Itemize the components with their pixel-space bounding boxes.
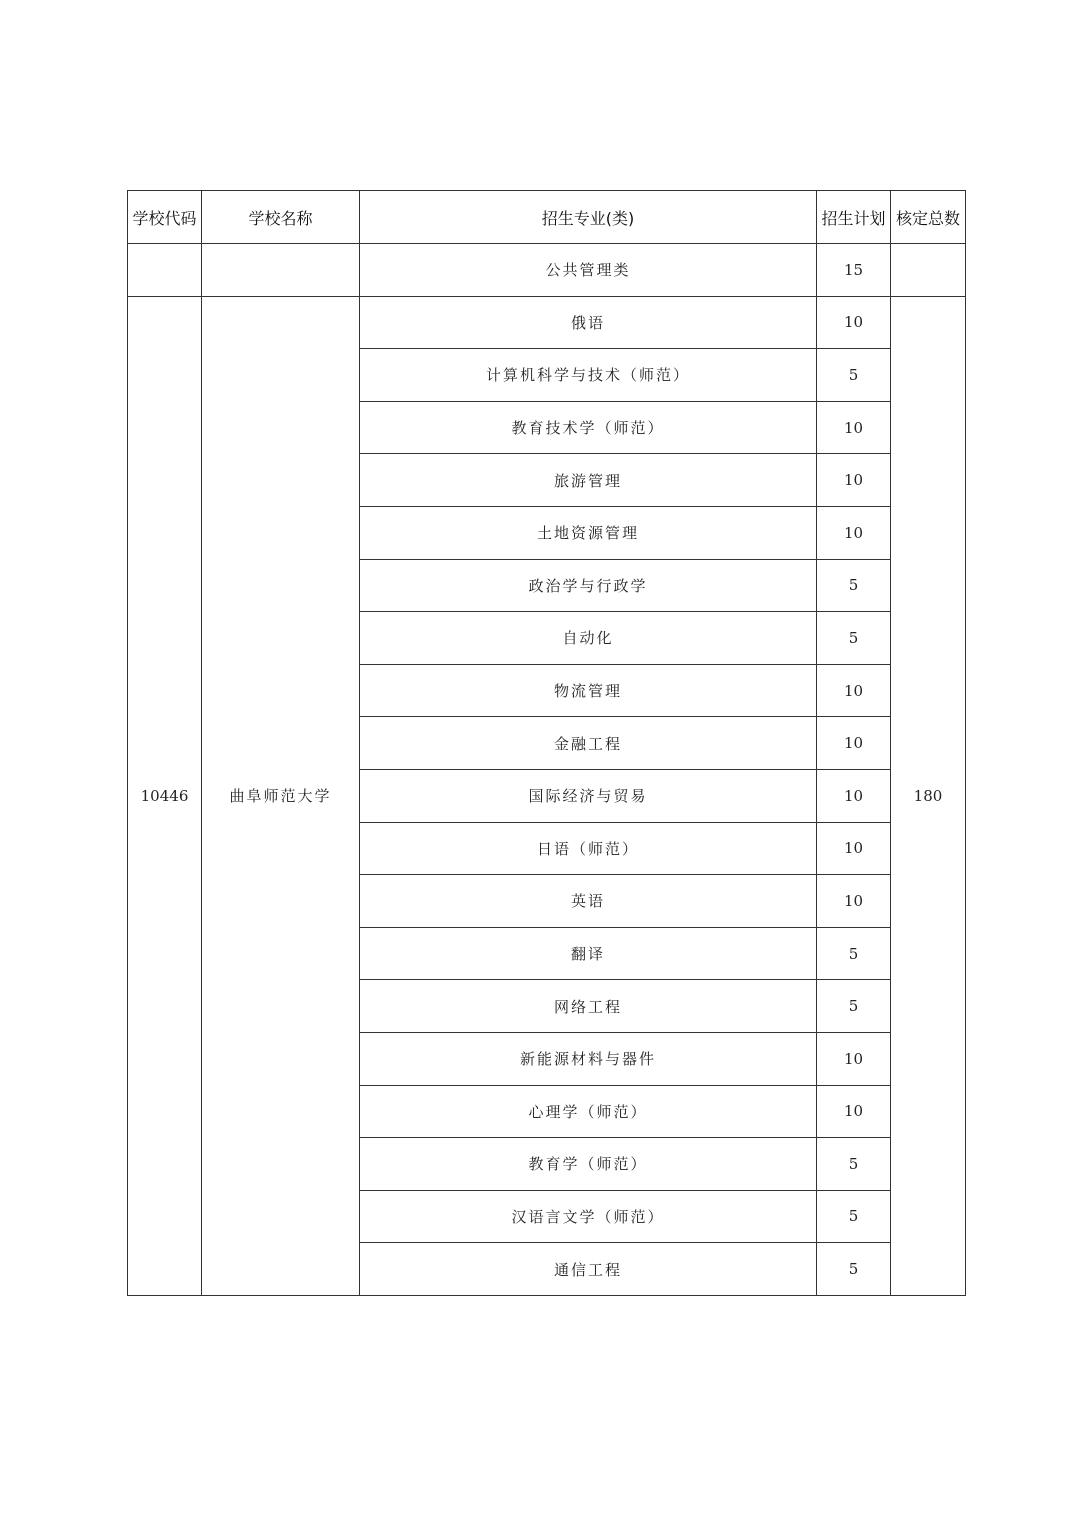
major-cell: 日语（师范） [360,822,817,875]
major-cell: 心理学（师范） [360,1085,817,1138]
header-row [128,191,966,244]
table-row [128,296,966,349]
plan-cell: 15 [817,244,891,297]
major-cell: 网络工程 [360,980,817,1033]
plan-cell: 5 [817,1243,891,1296]
plan-cell: 5 [817,612,891,665]
plan-cell: 10 [817,717,891,770]
header-total: 核定总数 [891,191,966,244]
major-cell: 政治学与行政学 [360,559,817,612]
plan-cell: 10 [817,1032,891,1085]
plan-cell: 5 [817,980,891,1033]
school-code-cell: 10446 [128,296,202,1295]
major-cell: 汉语言文学（师范） [360,1190,817,1243]
major-cell: 通信工程 [360,1243,817,1296]
major-cell: 物流管理 [360,664,817,717]
header-plan: 招生计划 [817,191,891,244]
major-cell: 金融工程 [360,717,817,770]
plan-cell: 10 [817,664,891,717]
plan-cell: 10 [817,822,891,875]
major-cell: 公共管理类 [360,244,817,297]
plan-cell: 10 [817,296,891,349]
plan-cell: 5 [817,1190,891,1243]
major-cell: 翻译 [360,927,817,980]
major-cell: 教育技术学（师范） [360,401,817,454]
major-cell: 俄语 [360,296,817,349]
major-cell: 英语 [360,875,817,928]
plan-cell: 5 [817,1138,891,1191]
plan-cell: 10 [817,454,891,507]
plan-cell: 5 [817,349,891,402]
plan-cell: 5 [817,559,891,612]
table-row [128,244,966,297]
plan-cell: 10 [817,401,891,454]
header-major: 招生专业(类) [360,191,817,244]
major-cell: 自动化 [360,612,817,665]
table-body [128,244,966,1296]
major-cell: 旅游管理 [360,454,817,507]
school-code-cell [128,244,202,297]
school-name-cell [202,244,360,297]
enrollment-table [127,190,966,1296]
plan-cell: 10 [817,875,891,928]
plan-cell: 10 [817,1085,891,1138]
plan-cell: 5 [817,927,891,980]
school-name-cell: 曲阜师范大学 [202,296,360,1295]
plan-cell: 10 [817,769,891,822]
major-cell: 新能源材料与器件 [360,1032,817,1085]
total-cell [891,244,966,297]
major-cell: 土地资源管理 [360,506,817,559]
header-school-code: 学校代码 [128,191,202,244]
plan-cell: 10 [817,506,891,559]
major-cell: 教育学（师范） [360,1138,817,1191]
total-cell: 180 [891,296,966,1295]
major-cell: 计算机科学与技术（师范） [360,349,817,402]
table-header [128,191,966,244]
major-cell: 国际经济与贸易 [360,769,817,822]
header-school-name: 学校名称 [202,191,360,244]
